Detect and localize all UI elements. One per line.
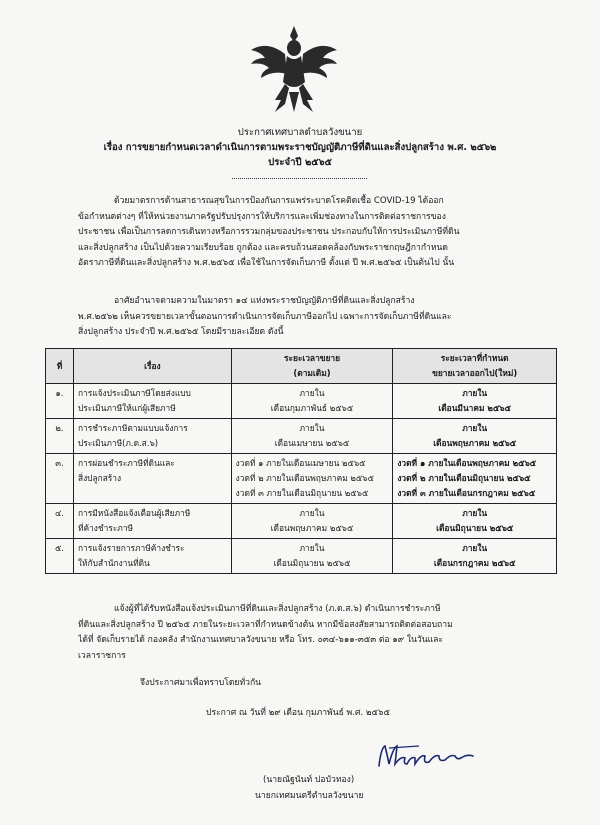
announcement-year: ประจำปี ๒๕๖๕ [268,157,332,168]
table-row: ๔. การมีหนังสือแจ้งเตือนผู้เสียภาษี ที่ค้างชำระภาษี ภายใน เดือนพฤษภาคม ๒๕๖๕ ภายใน เดือนมิถุนายน ๒๕๖๕ [46,504,557,539]
paragraph-2: อาศัยอำนาจตามความในมาตรา ๑๔ แห่งพระราชบัญญัติภาษีที่ดินและสิ่งปลูกสร้าง พ.ศ.๒๕๖๒ เห็นควรขยายเวลาขั้นตอนการดำเนินการจัดเก็บภาษีออกไป เฉพาะการจัดเก็บภาษีที่ดินและ สิ่งปลูกสร้าง ประจำปี พ.ศ.๒๕๖๕ โดยมีรายละเอียด ดังนี้ [78,296,452,337]
signer-name: (นายณัฐนันท์ ปอบัวทอง) [263,775,355,785]
schedule-table [45,348,557,574]
paragraph-3: แจ้งผู้ที่ได้รับหนังสือแจ้งประเมินภาษีที่ดินและสิ่งปลูกสร้าง (ภ.ด.ส.๖) ดำเนินการชำระภาษี ที่ดินและสิ่งปลูกสร้าง ปี ๒๕๖๕ ภายในระยะเวลาที่กำหนดข้างต้น หากมีข้อสงสัยสามารถติดต่อสอบถาม ได้ที่ จัดเก็บรายได้ กองคลัง สำนักงานเทศบาลวังขนาย หรือ โทร. ๐๓๔-๖๑๑-๓๕๓ ต่อ ๑๙ ในวันและ เวลาราชการ [78,604,453,661]
garuda-emblem-icon [249,24,339,116]
col-header-new: ระยะเวลาที่กำหนด ขยายเวลาออกไป(ใหม่) [393,349,557,384]
announce-date: ประกาศ ณ วันที่ ๒๙ เดือน กุมภาพันธ์ พ.ศ. ๒๕๖๕ [206,708,390,718]
signature [375,740,490,774]
paragraph-1: ด้วยมาตรการด้านสาธารณสุขในการป้องกันการแพร่ระบาดโรคติดเชื้อ COVID-19 ได้ออก ข้อกำหนดต่างๆ ที่ให้หน่วยงานภาครัฐปรับปรุงการให้บริการและเพิ่มช่องทางในการติดต่อราชการของ ประชาชน เพื่อเป็นการลดการเดินทางหรือการรวมกลุ่มของประชาชน ประกอบกับให้การประเมินภาษีที่ดิน และสิ่งปลูกสร้าง เป็นไปด้วยความเรียบร้อย ถูกต้อง และครบถ้วนสอดคล้องกับพระราชกฤษฎีกากำหนด อัตราภาษีที่ดินและสิ่งปลูกสร้าง พ.ศ.๒๕๖๕ เพื่อใช้ในการจัดเก็บภาษี ตั้งแต่ ปี พ.ศ.๒๕๖๕ เป็นต้นไป นั้น [78,196,460,268]
col-header-no: ที่ [46,349,74,384]
table-row: ๑. การแจ้งประเมินภาษีโดยส่งแบบ ประเมินภาษีให้แก่ผู้เสียภาษี ภายใน เดือนกุมภาพันธ์ ๒๕๖๕ ภายใน เดือนมีนาคม ๒๕๖๕ [46,384,557,419]
signer-title: นายกเทศมนตรีตำบลวังขนาย [255,791,364,801]
table-row: ๒. การชำระภาษีตามแบบแจ้งการ ประเมินภาษี(ภ.ด.ส.๖) ภายใน เดือนเมษายน ๒๕๖๕ ภายใน เดือนพฤษภาคม ๒๕๖๕ [46,419,557,454]
divider [232,178,367,179]
col-header-original: ระยะเวลาขยาย (ตามเดิม) [231,349,393,384]
table-header-row [46,349,557,384]
table-row: ๓. การผ่อนชำระภาษีที่ดินและ สิ่งปลูกสร้าง งวดที่ ๑ ภายในเดือนเมษายน ๒๕๖๕ งวดที่ ๒ ภายในเดือนพฤษภาคม ๒๕๖๕ งวดที่ ๓ ภายในเดือนมิถุนายน ๒๕๖๕ งวดที่ ๑ ภายในเดือนพฤษภาคม ๒๕๖๕ งวดที่ ๒ ภายในเดือนมิถุนายน ๒๕๖๕ งวดที่ ๓ ภายในเดือนกรกฎาคม ๒๕๖๕ [46,454,557,504]
table-row: ๕. การแจ้งรายการภาษีค้างชำระ ให้กับสำนักงานที่ดิน ภายใน เดือนมิถุนายน ๒๕๖๕ ภายใน เดือนกรกฎาคม ๒๕๖๕ [46,539,557,574]
announcement-title: ประกาศเทศบาลตำบลวังขนาย [237,127,363,138]
col-header-subject: เรื่อง [73,349,231,384]
closing-line: จึงประกาศมาเพื่อทราบโดยทั่วกัน [140,678,262,688]
announcement-subject: เรื่อง การขยายกำหนดเวลาดำเนินการตามพระราชบัญญัติภาษีที่ดินและสิ่งปลูกสร้าง พ.ศ. ๒๕๖๒ [103,142,497,153]
